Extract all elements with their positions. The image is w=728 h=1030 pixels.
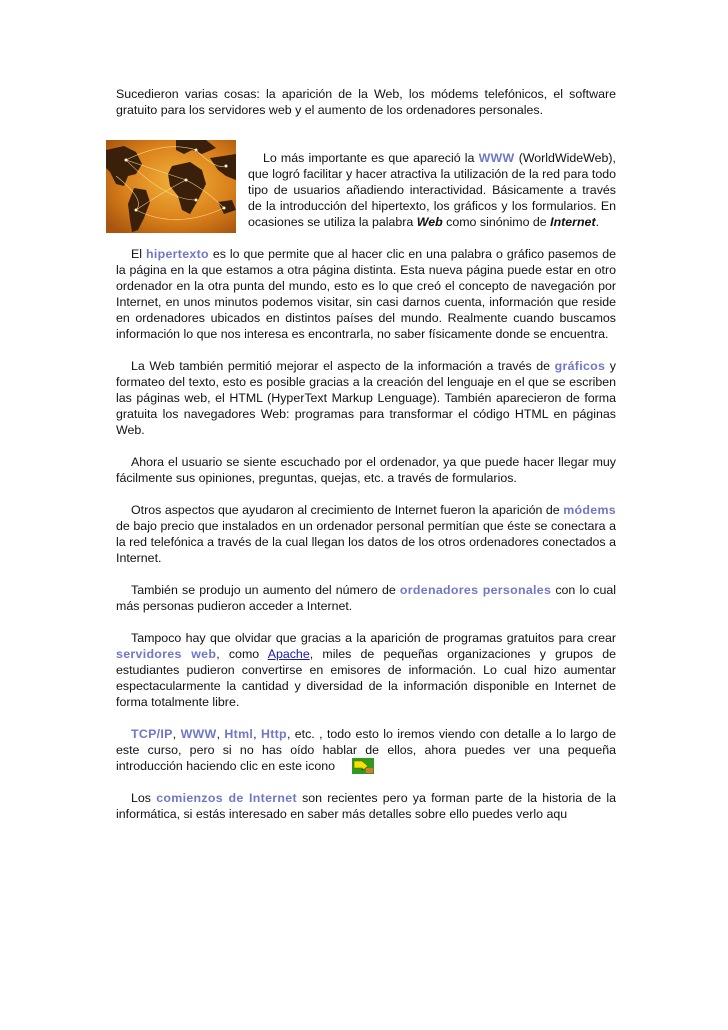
paragraph-www: Lo más importante es que apareció la WWW (WorldWideWeb), que logró facilitar y hacer atractiva la utilización de la red para todo tipo de usuarios añadiendo interactividad. Básicamente a través de la introducción del hipertexto, los gráficos y los formularios. En ocasiones se utiliza la palabra Web como sinónimo de Internet. bbox=[248, 151, 616, 229]
term-comienzos-internet: comienzos de Internet bbox=[156, 791, 297, 805]
term-ordenadores-personales: ordenadores personales bbox=[399, 583, 552, 597]
term-internet: Internet bbox=[550, 215, 596, 229]
term-web: Web bbox=[416, 215, 443, 229]
paragraph-graficos: La Web también permitió mejorar el aspecto de la información a través de gráficos y formateo del texto, esto es posible gracias a la creación del lenguaje en el que se escriben las páginas web, el HTML (HyperText Markup Lenguage). También aparecieron de forma gratuita los navegadores Web: programas para transformar el código HTML en páginas Web. bbox=[116, 359, 616, 437]
paragraph-hipertexto: El hipertexto es lo que permite que al hacer clic en una palabra o gráfico pasemos de la página en la que estamos a otra página distinta. Esta nueva página puede estar en otro ordenador en la otra punta del mundo, esto es lo que creó el concepto de navegación por Internet, en unos minutos podemos visitar, sin casi darnos cuenta, información que reside en ordenadores ubicados en distintos países del mundo. Realmente cuando buscamos información lo que nos interesa es encontrarla, no saber físicamente donde se encuentra. bbox=[116, 247, 616, 341]
term-http: Http bbox=[260, 727, 287, 741]
paragraph-servidores: Tampoco hay que olvidar que gracias a la aparición de programas gratuitos para crear servidores web, como Apache, miles de pequeñas organizaciones y grupos de estudiantes pudieron convertirse en emisores de información. Lo cual hizo aumentar espectacularmente la cantidad y diversidad de la información disponible en Internet de forma totalmente libre. bbox=[116, 631, 616, 709]
paragraph-modems: Otros aspectos que ayudaron al crecimiento de Internet fueron la aparición de módems de bajo precio que instalados en un ordenador personal permitían que éste se conectara a la red telefónica a través de la cual llegan los datos de los otros ordenadores conectados a Internet. bbox=[116, 503, 616, 565]
term-modems: módems bbox=[563, 503, 616, 517]
link-apache[interactable]: Apache bbox=[267, 647, 310, 661]
paragraph-comienzos: Los comienzos de Internet son recientes pero ya forman parte de la historia de la informática, si estás interesado en saber más detalles sobre ello puedes verlo aqu bbox=[116, 791, 617, 821]
paragraph-ordenadores: También se produjo un aumento del número de ordenadores personales con lo cual más personas pudieron acceder a Internet. bbox=[116, 583, 616, 613]
term-www-2: WWW bbox=[180, 727, 217, 741]
term-www: WWW bbox=[478, 151, 515, 165]
paragraph-intro: Sucedieron varias cosas: la aparición de la Web, los módems telefónicos, el software gratuito para los servidores web y el aumento de los ordenadores personales. bbox=[116, 87, 616, 117]
arrow-intro-icon[interactable] bbox=[337, 758, 359, 774]
term-tcpip: TCP/IP bbox=[131, 727, 173, 741]
term-html: Html bbox=[224, 727, 254, 741]
world-map-image bbox=[106, 140, 236, 233]
paragraph-formularios: Ahora el usuario se siente escuchado por el ordenador, ya que puede hacer llegar muy fácilmente sus opiniones, preguntas, quejas, etc. a través de formularios. bbox=[116, 455, 616, 485]
term-hipertexto: hipertexto bbox=[145, 247, 209, 261]
term-graficos: gráficos bbox=[554, 359, 606, 373]
term-servidores-web: servidores web bbox=[116, 647, 217, 661]
paragraph-protocolos: TCP/IP, WWW, Html, Http, etc. , todo esto lo iremos viendo con detalle a lo largo de este curso, pero si no has oído hablar de ellos, ahora puedes ver una pequeña introducción haciendo clic en este icono . bbox=[116, 727, 616, 773]
document-body bbox=[116, 86, 616, 838]
